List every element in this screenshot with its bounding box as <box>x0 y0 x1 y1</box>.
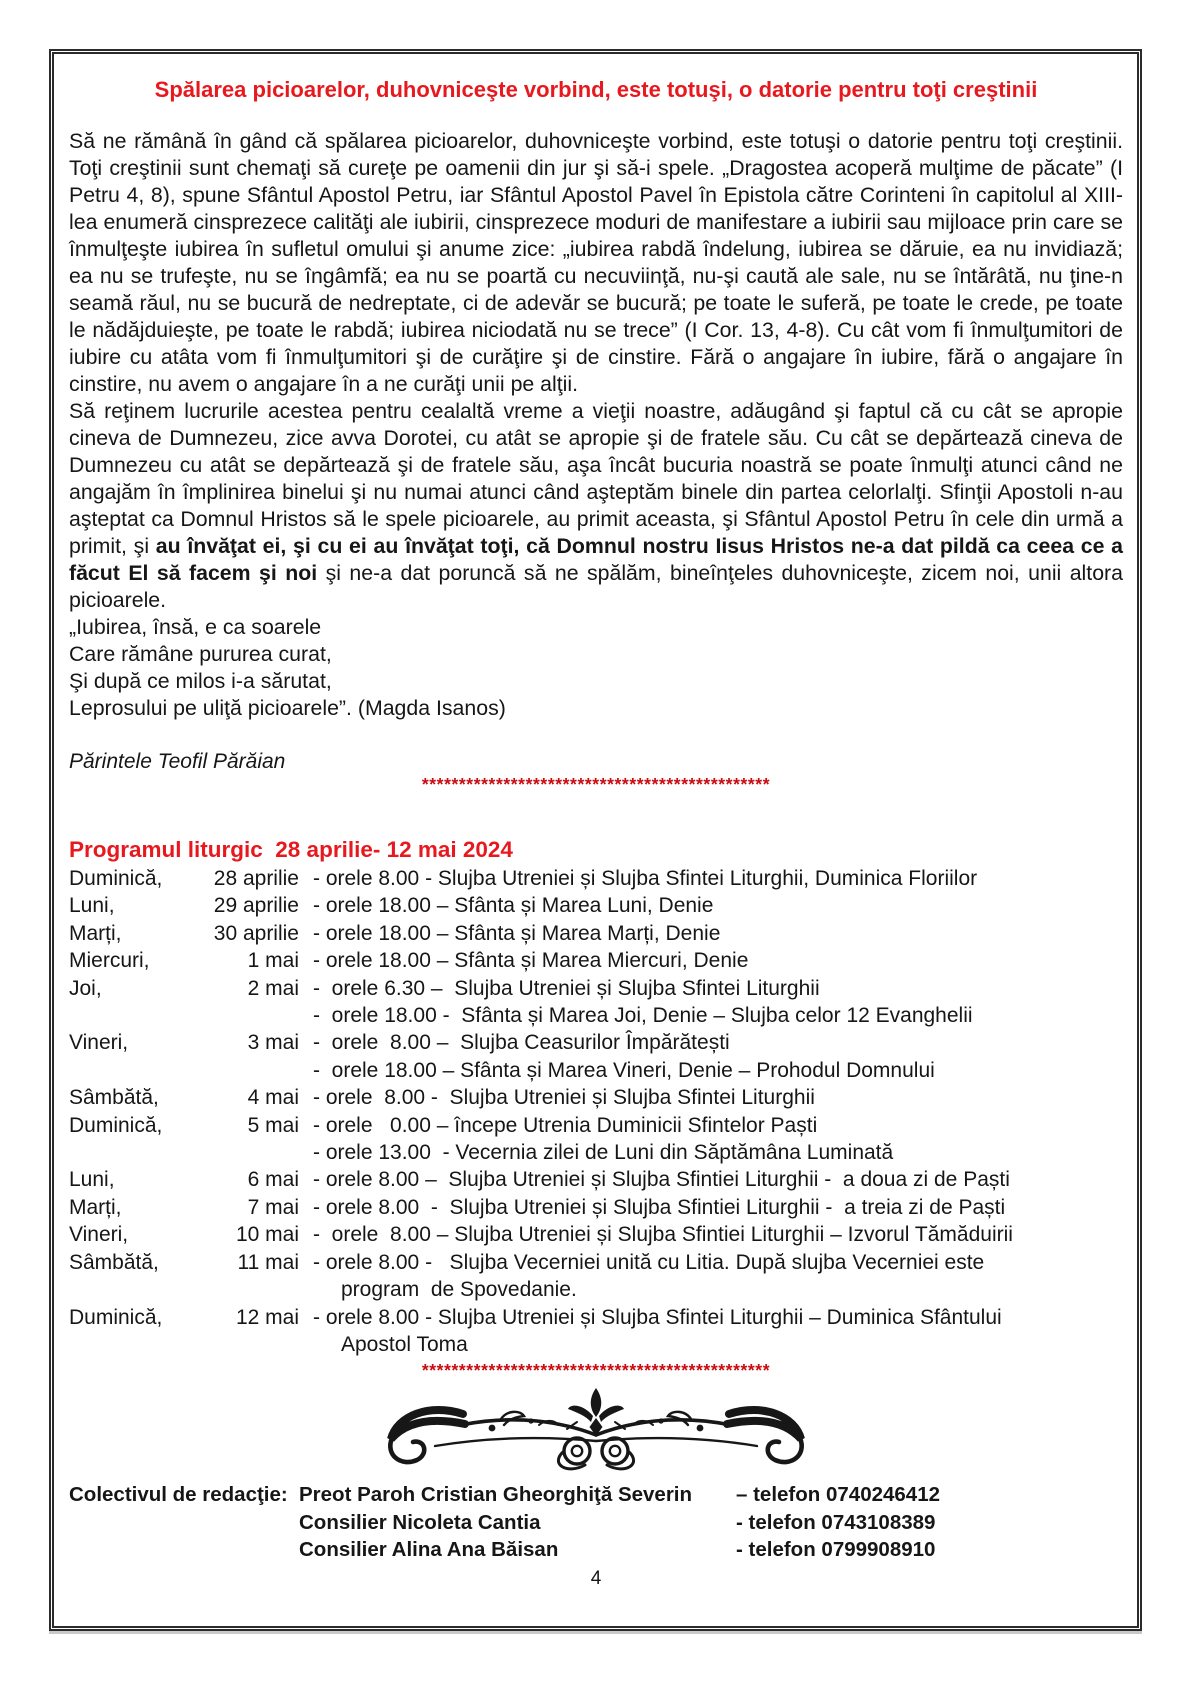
footer-person-name: Preot Paroh Cristian Gheorghiţă Severin <box>299 1483 693 1507</box>
schedule-day: Miercuri, <box>69 949 150 973</box>
schedule-day <box>69 1139 199 1166</box>
schedule-date: 7 mai <box>247 1195 299 1219</box>
poem-line: Care rămâne pururea curat, <box>69 642 332 666</box>
schedule-day: Luni, <box>69 894 115 918</box>
schedule-day: Vineri, <box>69 1223 129 1247</box>
asterisk-separator-bottom: *********************************************** <box>421 1360 771 1381</box>
schedule-day: Sâmbătă, <box>69 1250 159 1274</box>
schedule-day: Vineri, <box>69 1031 129 1055</box>
schedule-desc: - orele 18.00 – Sfânta și Marea Marți, Denie <box>313 921 721 945</box>
schedule-day: Duminică, <box>69 867 163 890</box>
paragraph-2-text-bold: au învăţat ei, şi cu ei au învăţat toţi, că Domnul nostru Iisus Hristos ne-a dat pildă ca ceea ce a făcut El să facem şi noi <box>69 534 1123 585</box>
schedule-date: 4 mai <box>247 1086 299 1110</box>
footer-row <box>69 1481 1123 1509</box>
schedule-date: 2 mai <box>247 976 299 1000</box>
schedule-day: Marți, <box>69 1195 122 1219</box>
schedule-desc: Apostol Toma <box>341 1332 468 1356</box>
schedule-desc: - orele 8.00 - Slujba Utreniei și Slujba Sfintei Liturghii – Duminica Sfântului <box>313 1305 1002 1329</box>
poem-line: Leprosului pe uliţă picioarele”. (Magda Isanos) <box>69 696 506 720</box>
schedule-desc: - orele 18.00 - Sfânta și Marea Joi, Denie – Slujba celor 12 Evanghelii <box>313 1004 973 1028</box>
schedule-desc: - orele 8.00 - Slujba Utreniei și Slujba Sfintiei Liturghii - a treia zi de Paști <box>313 1195 1006 1219</box>
page-border-frame <box>49 49 1142 1631</box>
program-heading: Programul liturgic 28 aprilie- 12 mai 2024 <box>69 837 513 862</box>
schedule-day <box>69 1331 199 1358</box>
schedule-date <box>199 1057 299 1084</box>
schedule-day: Marți, <box>69 921 122 945</box>
footer-row <box>69 1536 1123 1564</box>
schedule-row <box>69 975 1123 1002</box>
schedule-day: Sâmbătă, <box>69 1086 159 1110</box>
schedule-row <box>69 865 1123 892</box>
schedule-desc: program de Spovedanie. <box>341 1278 577 1302</box>
decorative-flourish <box>371 1385 821 1473</box>
schedule-row-continuation <box>69 1139 1123 1166</box>
footer-phone: - telefon 0743108389 <box>736 1510 936 1534</box>
schedule-row-continuation <box>69 1057 1123 1084</box>
schedule-row <box>69 947 1123 974</box>
schedule-desc: - orele 13.00 - Vecernia zilei de Luni din Săptămâna Luminată <box>313 1141 894 1165</box>
schedule-desc: - orele 8.00 – Slujba Ceasurilor Împărătești <box>313 1031 730 1055</box>
schedule-desc: - orele 18.00 – Sfânta și Marea Miercuri, Denie <box>313 949 749 973</box>
author-attribution: Părintele Teofil Părăian <box>69 750 286 773</box>
schedule-desc: - orele 8.00 - Slujba Utreniei și Slujba Sfintei Liturghii, Duminica Floriilor <box>313 867 978 890</box>
schedule-day <box>69 1002 199 1029</box>
schedule-row <box>69 1112 1123 1139</box>
page-number: 4 <box>590 1567 602 1589</box>
poem-line: Şi după ce milos i-a sărutat, <box>69 669 332 693</box>
schedule-day: Duminică, <box>69 1113 163 1137</box>
editorial-footer <box>69 1481 1123 1564</box>
schedule-desc: - orele 8.00 - Slujba Utreniei și Slujba Sfintei Liturghii <box>313 1086 815 1110</box>
schedule-row <box>69 1249 1123 1276</box>
footer-label <box>69 1536 299 1564</box>
paragraph-2 <box>69 398 1123 614</box>
footer-phone: – telefon 0740246412 <box>736 1483 940 1507</box>
schedule-date: 1 mai <box>247 949 299 973</box>
schedule-row-continuation <box>69 1331 1123 1358</box>
asterisk-separator-top: *********************************************** <box>421 774 771 794</box>
schedule-date: 10 mai <box>235 1223 299 1247</box>
footer-row <box>69 1509 1123 1537</box>
schedule-row <box>69 920 1123 947</box>
schedule-date: 12 mai <box>235 1305 299 1329</box>
schedule-date: 29 aprilie <box>213 894 299 918</box>
schedule-row <box>69 1029 1123 1056</box>
schedule-row-continuation <box>69 1002 1123 1029</box>
footer-label: Colectivul de redacţie: <box>69 1483 288 1507</box>
schedule-desc: - orele 0.00 – începe Utrenia Duminicii Sfintelor Paști <box>313 1113 818 1137</box>
article-title: Spălarea picioarelor, duhovniceşte vorbind, este totuşi, o datorie pentru toţi creştinii <box>154 77 1038 102</box>
schedule-row <box>69 1304 1123 1331</box>
schedule-desc: - orele 18.00 – Sfânta și Marea Vineri, Denie – Prohodul Domnului <box>313 1058 935 1082</box>
schedule-date: 28 aprilie <box>213 867 299 890</box>
paragraph-1 <box>69 128 1123 398</box>
schedule-date <box>199 1139 299 1166</box>
schedule-desc: - orele 18.00 – Sfânta și Marea Luni, Denie <box>313 894 714 918</box>
schedule-day <box>69 1276 199 1303</box>
schedule-row <box>69 892 1123 919</box>
liturgical-schedule <box>69 865 1123 1358</box>
schedule-date: 6 mai <box>247 1168 299 1192</box>
schedule-date: 30 aprilie <box>213 921 299 945</box>
schedule-row <box>69 1221 1123 1248</box>
schedule-row <box>69 1166 1123 1193</box>
paragraph-1-text: Să ne rămână în gând că spălarea picioarelor, duhovniceşte vorbind, este totuşi o datorie pentru toţi creştinii. Toţi creştinii sunt chemaţi să cureţe pe oamenii din jur şi să-i spele. „Dragostea acoperă mulţime de păcate” (I Petru 4, 8), spune Sfântul Apostol Petru, iar Sfântul Apostol Pavel în Epistola către Corinteni în capitolul al XIII-lea enumeră cinsprezece calităţi ale iubirii, cinsprezece moduri de manifestare a iubirii sau mijloace prin care se înmulţeşte iubirea în sufletul omului şi anume zice: „iubirea rabdă îndelung, iubirea se dăruie, ea nu invidiază; ea nu se trufeşte, nu se îngâmfă; ea nu se poartă cu necuviinţă, nu-şi caută ale sale, nu se întărâtă, nu ţine-n seamă răul, nu se bucură de nedreptate, ci de adevăr se bucură; pe toate le suferă, pe toate le crede, pe toate le nădăjduieşte, pe toate le rabdă; iubirea niciodată nu se trece” (I Cor. 13, 4-8). Cu cât vom fi înmulţumitori de iubire cu atâta vom fi înmulţumitori şi de curăţire şi de cinstire. Fără o angajare în iubire, fără o angajare în cinstire, nu avem o angajare în a ne curăţi unii pe alţii. <box>69 129 1123 396</box>
schedule-row <box>69 1194 1123 1221</box>
footer-person-name: Consilier Nicoleta Cantia <box>299 1510 541 1534</box>
schedule-day <box>69 1057 199 1084</box>
article-body <box>69 128 1123 614</box>
schedule-date: 11 mai <box>237 1250 299 1274</box>
paragraph-2-text-post: şi ne-a dat poruncă să ne spălăm, bineînţeles duhovniceşte, zicem noi, unii altora picioarele. <box>69 561 1123 612</box>
schedule-day: Duminică, <box>69 1305 163 1329</box>
footer-label <box>69 1509 299 1537</box>
schedule-date: 5 mai <box>247 1113 299 1137</box>
schedule-day: Joi, <box>69 976 102 1000</box>
schedule-desc: - orele 6.30 – Slujba Utreniei și Slujba Sfintei Liturghii <box>313 976 820 1000</box>
paragraph-2-text-pre: Să reţinem lucrurile acestea pentru cealaltă vreme a vieţii noastre, adăugând şi faptul că cu cât se apropie cineva de Dumnezeu, zice avva Dorotei, cu atât se apropie şi de fratele său. Cu cât se depărtează cineva de Dumnezeu cu atât se depărtează şi de fratele său, aşa încât bucuria noastră se poate înmulţi atunci când ne angajăm în împlinirea binelui şi nu numai atunci când aşteptăm binele din partea celorlalţi. Sfinţii Apostoli n-au aşteptat ca Domnul Hristos să le spele picioarele, au primit aceasta, şi Sfântul Apostol Petru în cele din urmă a primit, şi <box>69 399 1123 558</box>
schedule-desc: - orele 8.00 - Slujba Vecerniei unită cu Litia. După slujba Vecerniei este <box>313 1250 985 1274</box>
footer-phone: - telefon 0799908910 <box>736 1538 936 1562</box>
schedule-row <box>69 1084 1123 1111</box>
schedule-date <box>199 1002 299 1029</box>
schedule-date <box>199 1276 299 1303</box>
schedule-desc: - orele 8.00 – Slujba Utreniei și Slujba Sfintiei Liturghii - a doua zi de Paști <box>313 1168 1010 1192</box>
poem-line: „Iubirea, însă, e ca soarele <box>69 615 322 639</box>
schedule-row-continuation <box>69 1276 1123 1303</box>
footer-person-name: Consilier Alina Ana Băisan <box>299 1538 559 1562</box>
poem <box>69 614 1123 722</box>
schedule-day: Luni, <box>69 1168 115 1192</box>
schedule-date <box>199 1331 299 1358</box>
schedule-desc: - orele 8.00 – Slujba Utreniei și Slujba Sfintiei Liturghii – Izvorul Tămăduirii <box>313 1223 1013 1247</box>
schedule-date: 3 mai <box>247 1031 299 1055</box>
